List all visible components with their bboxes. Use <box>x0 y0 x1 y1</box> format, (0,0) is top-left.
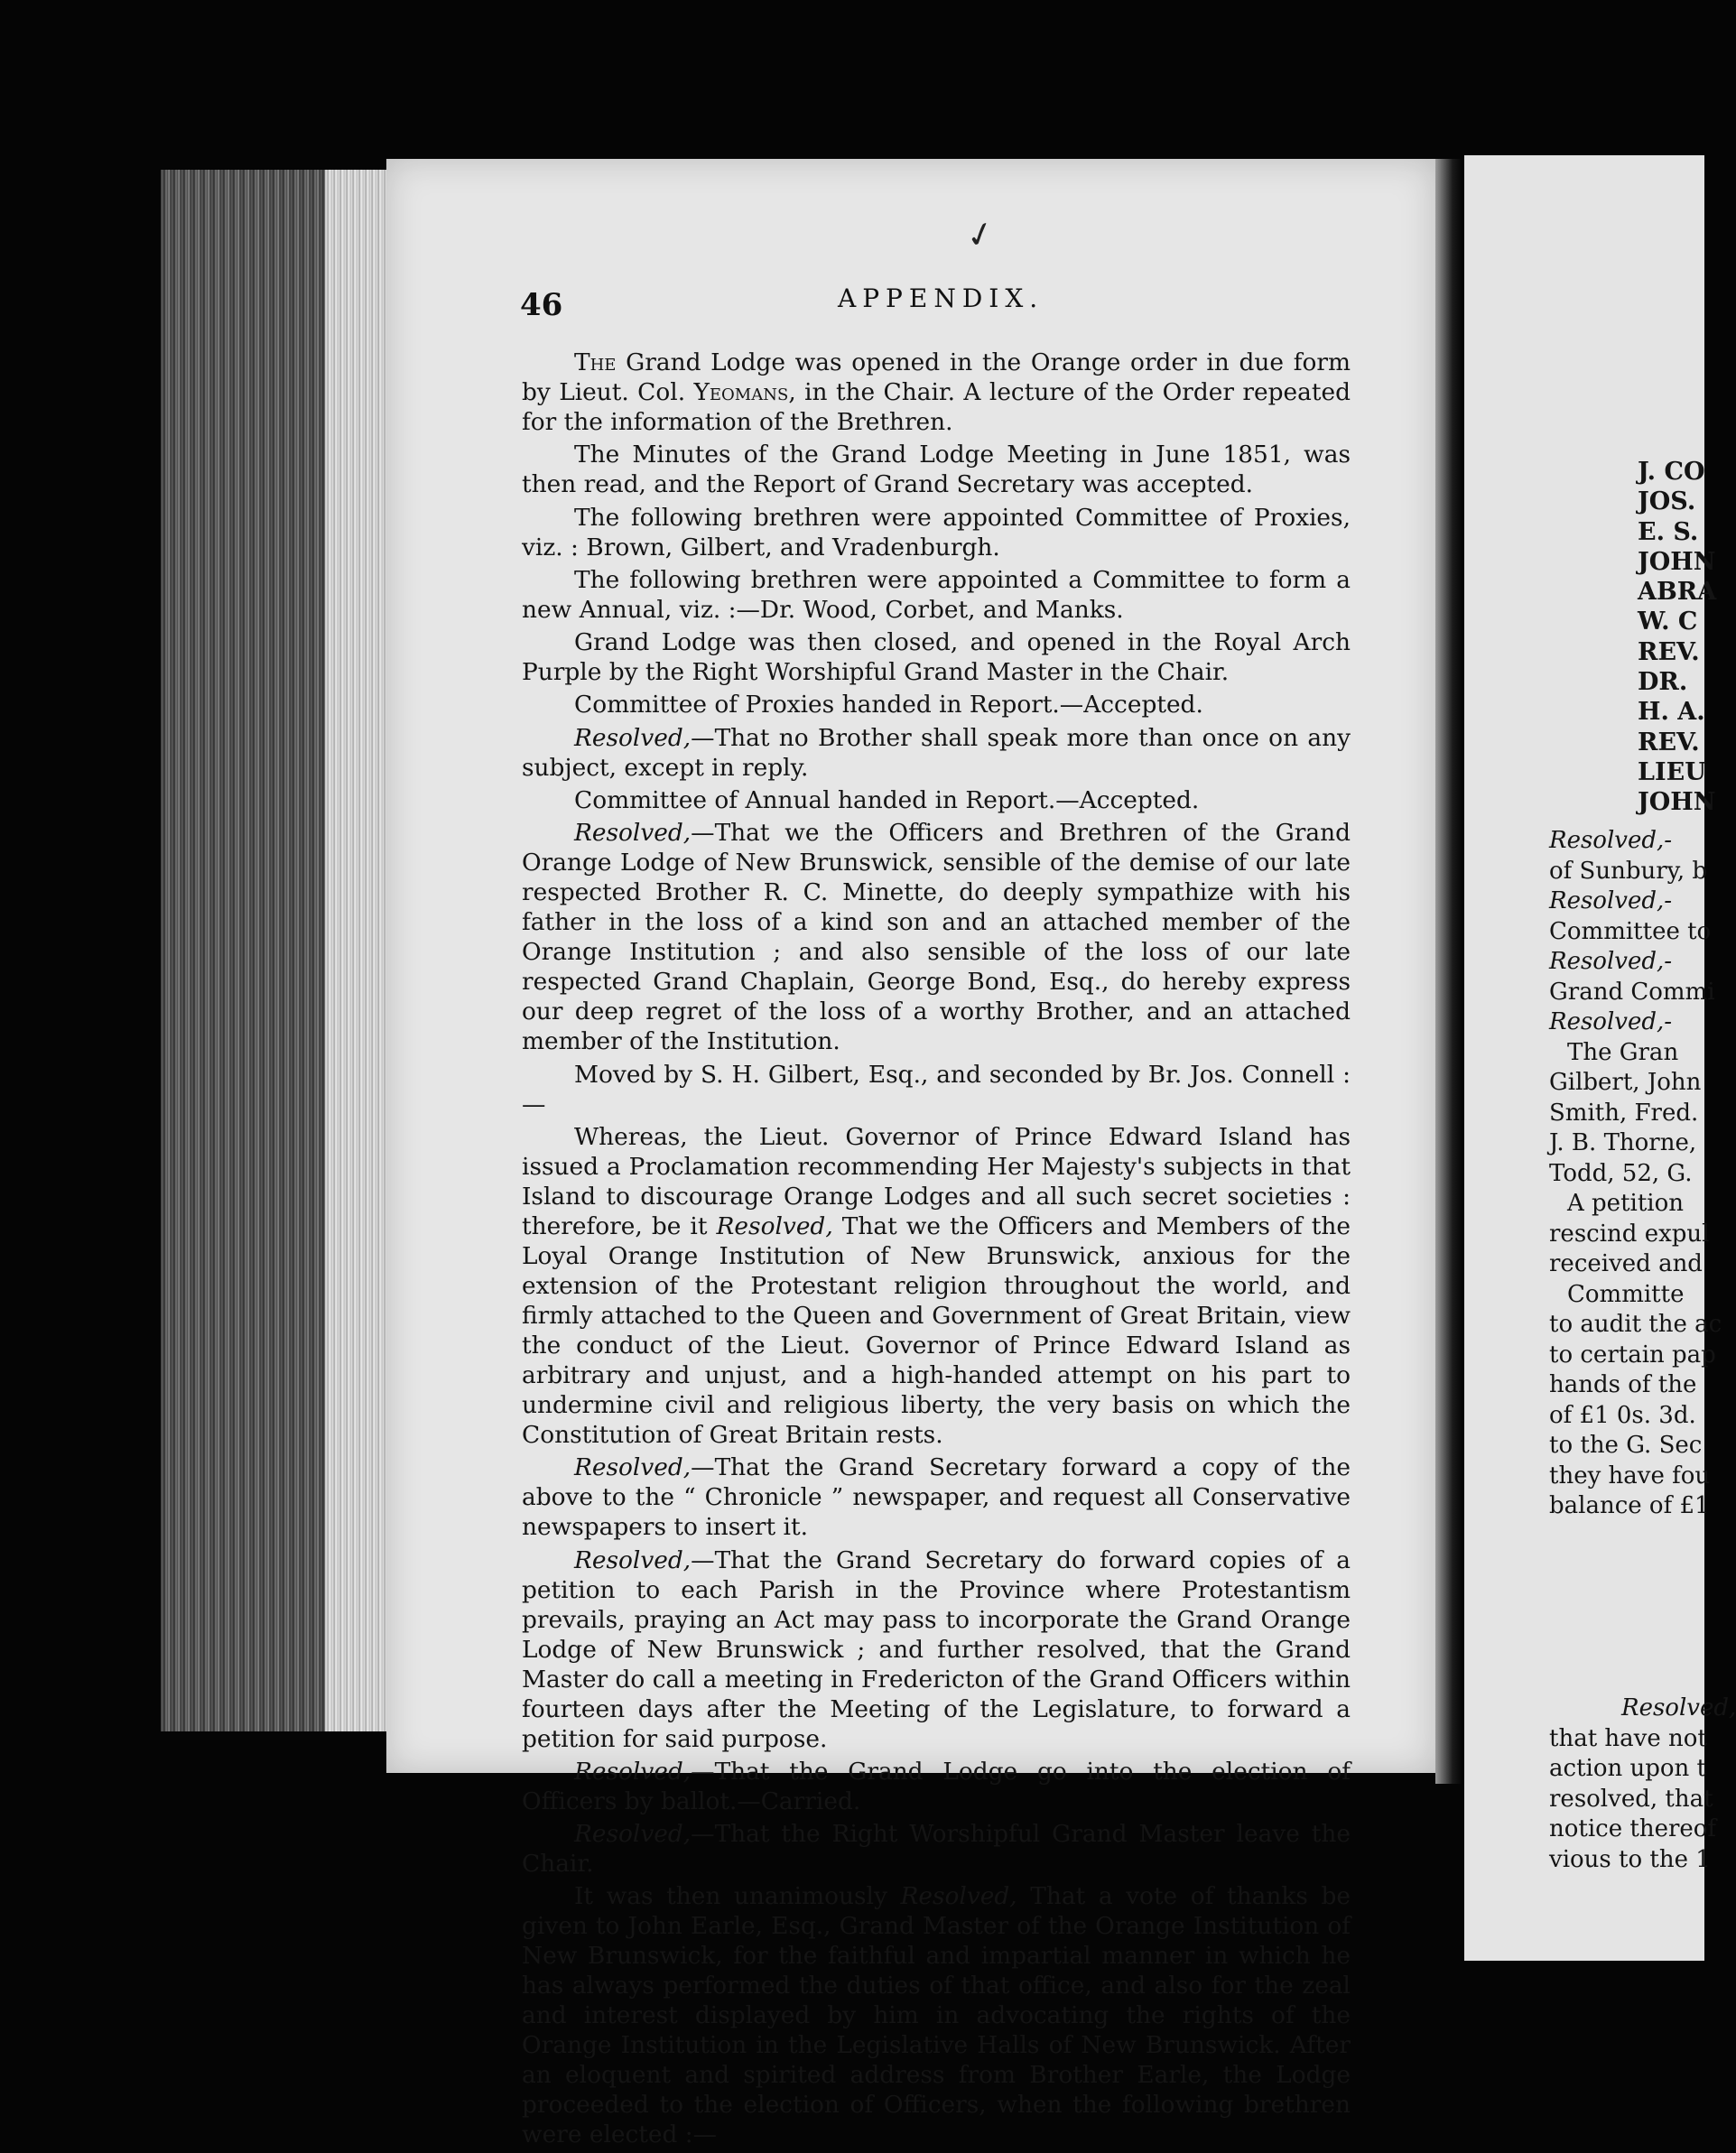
right-line: notice thereof <box>1549 1815 1717 1842</box>
officer-line: W. C <box>1638 608 1698 636</box>
right-line: resolved, that <box>1549 1785 1713 1813</box>
right-line: to certain pap <box>1549 1341 1716 1369</box>
paragraph-resolution: Resolved,—That the Grand Secretary do forward copies of a petition to each Parish in the Province where Protestantism prevails, praying an Act may pass to incorporate the Grand Orange Lodge of New Brunswick ; and further resolved, that the Grand Master do call a meeting in Fredericton of the Grand Officers within fourteen days after the Meeting of the Legislature, to forward a petition for said purpose. <box>522 1545 1351 1753</box>
officer-line: DR. <box>1638 668 1688 697</box>
right-line: Gilbert, John <box>1549 1069 1702 1096</box>
right-line: of Sunbury, b <box>1549 857 1708 885</box>
right-line: Resolved, <box>1621 1694 1736 1721</box>
right-line: vious to the 1 <box>1549 1845 1711 1873</box>
officer-list <box>1638 457 1717 818</box>
paragraph-resolution: Resolved,—That the Grand Secretary forward a copy of the above to the “ Chronicle ” newspaper, and request all Conservative newspapers to insert it. <box>522 1453 1351 1542</box>
officer-line: REV. <box>1638 728 1700 756</box>
right-line: balance of £1 <box>1549 1492 1710 1519</box>
paragraph-resolution: Resolved,—That no Brother shall speak more than once on any subject, except in reply. <box>522 723 1351 782</box>
officer-line: ABRA <box>1638 578 1717 607</box>
right-line: to audit the ac <box>1549 1311 1722 1338</box>
right-line: Todd, 52, G. <box>1549 1159 1693 1187</box>
right-line: A petition <box>1567 1190 1684 1217</box>
paragraph-royal-arch: Grand Lodge was then closed, and opened in the Royal Arch Purple by the Right Worshipful Grand Master in the Chair. <box>522 628 1351 687</box>
right-line: Smith, Fred. <box>1549 1099 1699 1127</box>
right-line: they have fou <box>1549 1462 1711 1489</box>
paragraph-minutes: The Minutes of the Grand Lodge Meeting in June 1851, was then read, and the Report of Grand Secretary was accepted. <box>522 441 1351 499</box>
right-line: The Gran <box>1567 1038 1679 1066</box>
paragraph-whereas: Whereas, the Lieut. Governor of Prince Edward Island has issued a Proclamation recommending Her Majesty's subjects in that Island to discourage Orange Lodges and all such secret societies : therefore, be it Resolved, That we the Officers and Members of the Loyal Orange Institution of New Brunswick, anxious for the extension of the Protestant religion throughout the world, and firmly attached to the Queen and Government of Great Britain, view the conduct of the Lieut. Governor of Prince Edward Island as arbitrary and unjust, and a high-handed attempt on his part to undermine civil and religious liberty, the very basis on which the Constitution of Great Britain rests. <box>522 1122 1351 1449</box>
officer-line: J. CO <box>1638 458 1705 486</box>
officer-line: LIEU <box>1638 757 1706 786</box>
right-text-block <box>1549 826 1722 1522</box>
book-gutter <box>1435 159 1464 1784</box>
right-line: to the G. Sec <box>1549 1432 1703 1459</box>
paragraph-motion: Moved by S. H. Gilbert, Esq., and seconded by Br. Jos. Connell :— <box>522 1060 1351 1118</box>
paragraph-resolution: Resolved,—That we the Officers and Brethren of the Grand Orange Lodge of New Brunswick, sensible of the demise of our late respected Brother R. C. Minette, do deeply sympathize with his father in the loss of a kind son and an attached member of the Orange Institution ; and also sensible of the loss of our late respected Grand Chaplain, George Bond, Esq., do hereby express our deep regret of the loss of a worthy Brother, and an attached member of the Institution. <box>522 819 1351 1056</box>
paragraph-vote-of-thanks: It was then unanimously Resolved, That a vote of thanks be given to John Earle, Esq., Grand Master of the Orange Institution of New Brunswick, for the faithful and impartial manner in which he has always performed the duties of that office, and also for the zeal and interest displayed by him in advocating the rights of the Orange Institution in the Legislative Halls of New Brunswick. After an eloquent and spirited address from Brother Earle, the Lodge proceeded to the election of Officers, when the following brethren were elected :— <box>522 1882 1351 2149</box>
page-body <box>522 348 1351 2153</box>
right-line: Resolved,- <box>1549 827 1673 854</box>
pencil-mark: ✓ <box>961 211 999 258</box>
officer-line: REV. <box>1638 637 1700 666</box>
right-line: action upon t <box>1549 1755 1706 1782</box>
right-line: Committee to <box>1549 917 1712 945</box>
paragraph-annual-report: Committee of Annual handed in Report.—Accepted. <box>574 786 1200 815</box>
running-head: APPENDIX. <box>838 283 1044 313</box>
officer-line: JOHN <box>1638 547 1716 576</box>
page-number: 46 <box>520 287 563 323</box>
right-line: Resolved,- <box>1549 948 1673 975</box>
paragraph-resolution: Resolved,—That the Right Worshipful Grand Master leave the Chair. <box>522 1820 1351 1879</box>
paragraph-proxies-report: Committee of Proxies handed in Report.—Accepted. <box>574 691 1203 719</box>
paragraph-opening: The Grand Lodge was opened in the Orange order in due form by Lieut. Col. Yeomans, in the Chair. A lecture of the Order repeated for the information of the Brethren. <box>522 348 1351 436</box>
officer-line: JOS. <box>1638 487 1696 516</box>
officer-line: E. S. <box>1638 517 1699 546</box>
right-text-block <box>1549 1694 1736 1875</box>
officer-line: JOHN <box>1638 788 1716 817</box>
right-line: Resolved,- <box>1549 887 1673 914</box>
page-edges <box>161 170 388 1731</box>
right-line: hands of the <box>1549 1371 1697 1398</box>
paragraph-resolution: Resolved,—That the Grand Lodge go into the election of Officers by ballot.—Carried. <box>522 1757 1351 1815</box>
officer-line: H. A. <box>1638 698 1705 727</box>
right-line: received and <box>1549 1250 1703 1277</box>
right-line: Committe <box>1567 1280 1685 1308</box>
right-line: that have not <box>1549 1724 1707 1752</box>
paragraph-proxies-committee: The following brethren were appointed Committee of Proxies, viz. : Brown, Gilbert, and Vradenburgh. <box>522 503 1351 561</box>
right-line: Grand Commi <box>1549 978 1715 1006</box>
right-line: J. B. Thorne, <box>1549 1129 1697 1156</box>
right-line: Resolved,- <box>1549 1008 1673 1035</box>
right-line: rescind expul <box>1549 1220 1710 1248</box>
paragraph-annual-committee: The following brethren were appointed a Committee to form a new Annual, viz. :—Dr. Wood, Corbet, and Manks. <box>522 565 1351 624</box>
right-line: of £1 0s. 3d. <box>1549 1401 1696 1429</box>
